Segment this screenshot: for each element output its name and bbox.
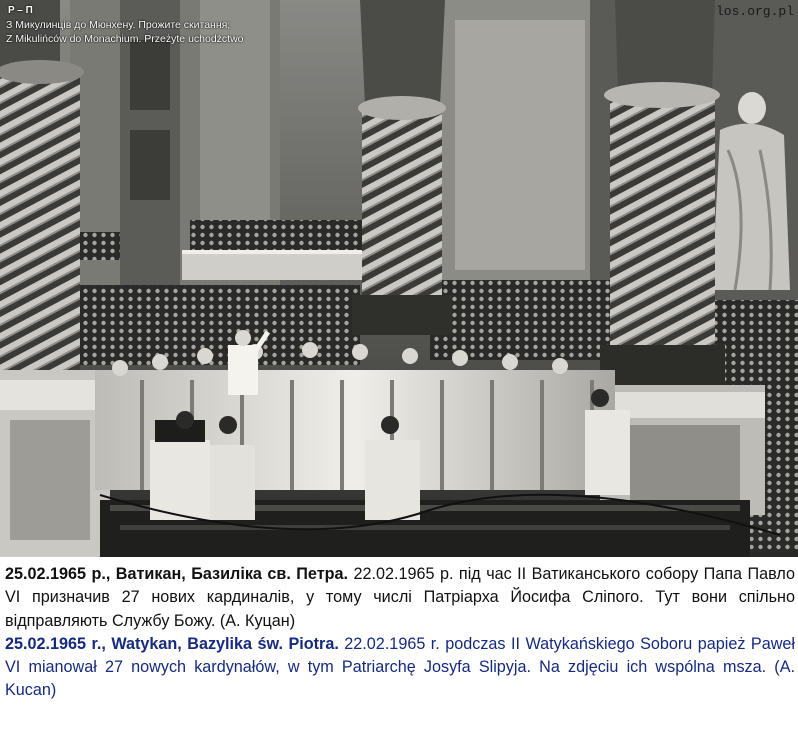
subtitle-polish: Z Mikulińców do Monachium. Przeżyte uchodźctwo xyxy=(6,33,244,45)
caption-polish xyxy=(5,633,795,703)
caption-ukrainian-heading: 25.02.1965 р., Ватикан, Базиліка св. Петра. xyxy=(5,565,349,583)
series-label: P – П xyxy=(8,5,33,16)
watermark: los.org.pl xyxy=(715,4,794,19)
caption-block xyxy=(5,563,795,703)
caption-polish-body: 22.02.1965 r. podczas II Watykańskiego Soboru papież Paweł VI mianował 27 nowych kardynałów, w tym Patriarchę Josyfa Slipyja. Na zdjęciu ich wspólna msza. (A. Kucan) xyxy=(5,634,795,700)
subtitle-ukrainian: З Микулинців до Мюнхену. Прожите скитання; xyxy=(6,19,231,31)
photo-header-overlay xyxy=(6,4,244,46)
caption-ukrainian xyxy=(5,563,795,633)
caption-ukrainian-body: 22.02.1965 р. під час ІІ Ватиканського собору Папа Павло VI призначив 27 нових кардиналів, у тому числі Патріарха Йосифа Сліпого. Тут вони спільно відправляють Службу Божу. (А. Куцан) xyxy=(5,565,795,630)
caption-polish-heading: 25.02.1965 r., Watykan, Bazylika św. Piotra. xyxy=(5,634,339,653)
